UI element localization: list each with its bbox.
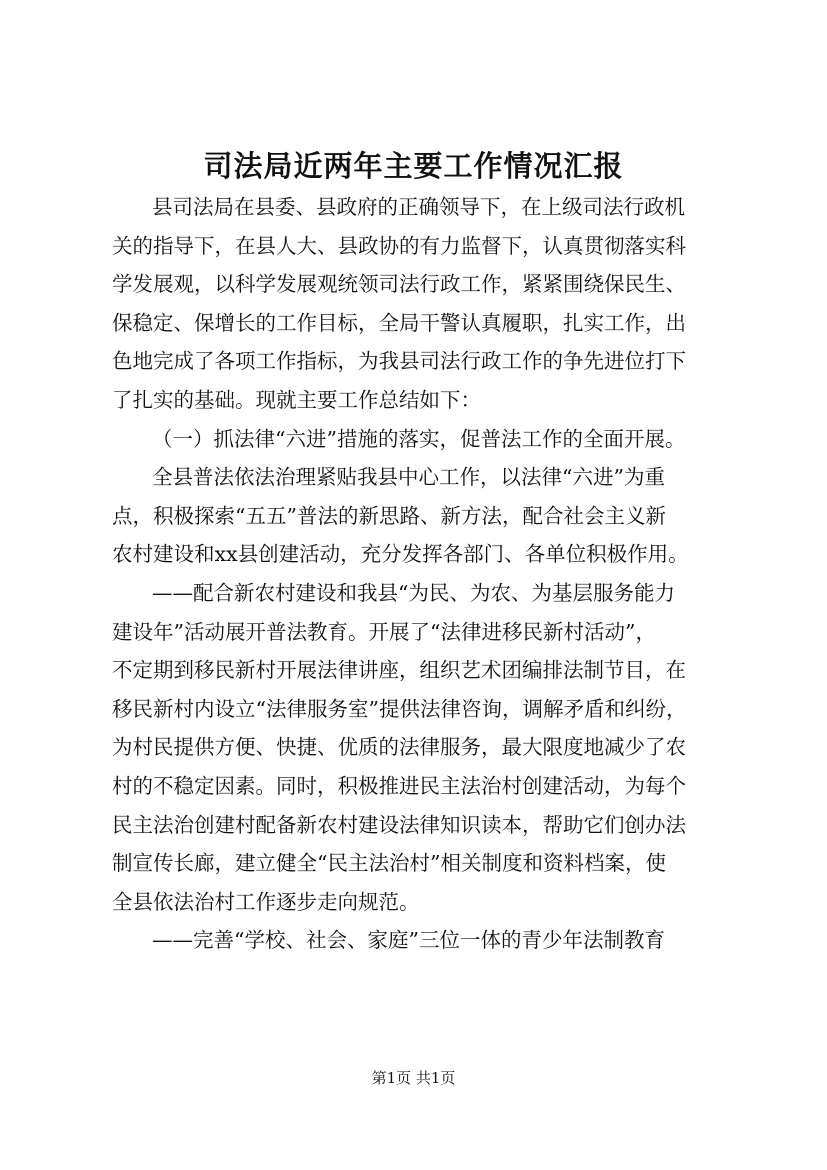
paragraph-line: 色地完成了各项工作指标，为我县司法行政工作的争先进位打下: [112, 349, 686, 374]
paragraph-line: ——配合新农村建设和我县“为民、为农、为基层服务能力: [152, 580, 675, 605]
paragraph-line: 为村民提供方便、快捷、优质的法律服务，最大限度地减少了农: [112, 735, 686, 760]
page-number-footer: 第1页 共1页: [371, 1069, 456, 1087]
paragraph-line: 县司法局在县委、县政府的正确领导下，在上级司法行政机: [152, 195, 685, 219]
page-title: 司法局近两年主要工作情况汇报: [203, 149, 624, 183]
paragraph-line: 农村建设和xx县创建活动，充分发挥各部门、各单位积极作用。: [112, 542, 689, 567]
paragraph-line: 制宣传长廊，建立健全“民主法治村”相关制度和资料档案，使: [112, 851, 666, 876]
section-heading: （一）抓法律“六进”措施的落实，促普法工作的全面开展。: [152, 426, 686, 451]
paragraph-line: 学发展观，以科学发展观统领司法行政工作，紧紧围绕保民生、: [112, 272, 686, 297]
paragraph-line: 关的指导下，在县人大、县政协的有力监督下，认真贯彻落实科: [112, 233, 686, 258]
paragraph-line: ——完善“学校、社会、家庭”三位一体的青少年法制教育: [152, 928, 665, 953]
paragraph-line: 民主法治创建村配备新农村建设法律知识读本，帮助它们创办法: [112, 812, 686, 837]
paragraph-line: 全县普法依法治理紧贴我县中心工作，以法律“六进”为重: [152, 465, 665, 490]
paragraph-line: 点，积极探索“五五”普法的新思路、新方法，配合社会主义新: [112, 503, 666, 528]
paragraph-line: 保稳定、保增长的工作目标，全局干警认真履职，扎实工作，出: [112, 310, 686, 335]
paragraph-line: 村的不稳定因素。同时，积极推进民主法治村创建活动，为每个: [112, 773, 686, 798]
document-body: [112, 188, 752, 960]
paragraph-line: 了扎实的基础。现就主要工作总结如下：: [112, 387, 481, 412]
paragraph-line: 移民新村内设立“法律服务室”提供法律咨询，调解矛盾和纠纷，: [112, 696, 687, 721]
paragraph-line: 全县依法治村工作逐步走向规范。: [112, 889, 420, 914]
paragraph-line: 建设年”活动展开普法教育。开展了“法律进移民新村活动”，: [112, 619, 656, 644]
paragraph-line: 不定期到移民新村开展法律讲座，组织艺术团编排法制节目，在: [112, 658, 686, 683]
